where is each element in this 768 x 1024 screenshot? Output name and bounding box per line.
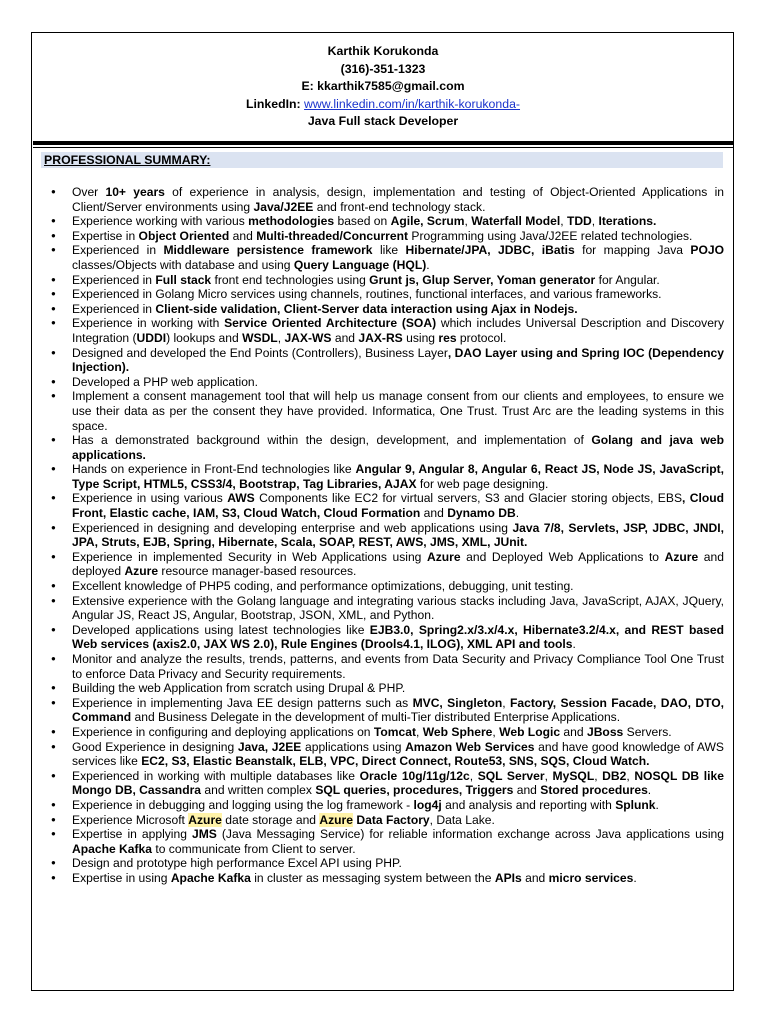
bullet-text: Designed and developed the End Points (Controllers), Business Layer	[72, 345, 448, 360]
summary-bullet	[40, 521, 724, 550]
summary-bullet	[40, 433, 724, 462]
bullet-bold-text: Object Oriented	[138, 228, 230, 243]
bullet-text: .	[633, 870, 637, 885]
bullet-text: Servers.	[623, 724, 672, 739]
bullet-text: front end technologies using	[211, 272, 370, 287]
summary-bullet	[40, 798, 724, 813]
bullet-text: to communicate from Client to server.	[152, 841, 356, 856]
bullet-text: which includes Universal Description and Discovery Integration (	[72, 316, 724, 345]
bullet-bold-text: Data Factory	[356, 812, 430, 827]
bullet-bold-text: AWS	[227, 491, 255, 506]
bullet-text: Developed applications using latest technologies like	[72, 622, 370, 637]
bullet-text: ,	[464, 214, 472, 229]
bullet-text: Over	[72, 185, 106, 199]
bullet-text: and	[420, 506, 448, 521]
candidate-name: Karthik Korukonda	[327, 44, 439, 58]
job-title: Java Full stack Developer	[307, 114, 459, 129]
summary-bullet	[40, 462, 724, 491]
bullet-bold-text: Full stack	[155, 272, 212, 287]
bullet-bold-text: Apache Kafka	[72, 841, 152, 856]
bullet-text: (Java Messaging Service) for reliable information exchange across Java applications using	[216, 827, 724, 842]
bullet-text: Excellent knowledge of PHP5 coding, and performance optimizations, debugging, unit testing.	[72, 579, 574, 594]
bullet-bold-text: WSDL	[242, 330, 278, 345]
summary-bullet	[40, 725, 724, 740]
summary-bullet	[40, 389, 724, 433]
bullet-bold-text: log4j	[413, 797, 442, 812]
bullet-text: and front-end technology stack.	[313, 199, 486, 214]
summary-bullet	[40, 491, 724, 520]
bullet-text: and	[229, 228, 257, 243]
bullet-text: applications using	[301, 739, 406, 754]
summary-bullet	[40, 652, 724, 681]
bullet-text: ,	[560, 214, 567, 229]
bullet-text: ,	[502, 695, 511, 710]
summary-bullet	[40, 316, 724, 345]
bullet-text: Experience in implemented Security in Web Applications using	[72, 549, 427, 564]
bullet-bold-text: Splunk	[615, 797, 656, 812]
bullet-text: .	[572, 637, 576, 652]
bullet-text: Good Experience in designing	[72, 739, 238, 754]
bullet-bold-text: JMS	[191, 827, 217, 842]
bullet-text: protocol.	[456, 330, 507, 345]
bullet-text: .	[647, 783, 652, 798]
header-divider-thin	[33, 147, 733, 148]
bullet-bold-text: micro services	[548, 870, 634, 885]
bullet-text: and Deployed Web Applications to	[460, 549, 665, 564]
bullet-text: classes/Objects with database and using	[72, 257, 294, 272]
bullet-text: Experienced in	[72, 272, 156, 287]
bullet-text: Experienced in	[72, 243, 164, 258]
summary-bullet	[40, 769, 724, 798]
bullet-text: Expertise in applying	[72, 827, 192, 842]
bullet-bold-text: JBoss	[586, 724, 624, 739]
bullet-text: in cluster as messaging system between the	[250, 870, 495, 885]
bullet-text: Expertise in	[72, 228, 139, 243]
linkedin-line	[33, 96, 733, 114]
bullet-bold-text: Web Logic	[499, 724, 561, 739]
bullet-text: using	[402, 330, 439, 345]
bullet-bold-text: Agile, Scrum	[390, 214, 465, 229]
bullet-bold-text: Java, J2EE	[237, 739, 302, 754]
bullet-bold-text: Java/J2EE	[253, 199, 314, 214]
bullet-text: .	[515, 506, 520, 521]
summary-bullet	[40, 681, 724, 696]
bullet-bold-text: APIs	[494, 870, 522, 885]
section-heading-professional-summary: PROFESSIONAL SUMMARY:	[41, 152, 723, 168]
bullet-bold-text: MySQL	[552, 768, 595, 783]
bullet-text: Experience in configuring and deploying applications on	[72, 724, 374, 739]
bullet-text: and deployed	[72, 549, 724, 579]
bullet-bold-text: JAX-WS	[284, 330, 332, 345]
bullet-bold-text: Multi-threaded/Concurrent	[256, 228, 409, 243]
bullet-bold-text: Hibernate/JPA, JDBC, iBatis	[405, 243, 575, 258]
bullet-bold-text: EJB3.0, Spring2.x/3.x/4.x, Hibernate3.2/4.x, and REST based Web services (axis2.0, JAX WS 2.0), Rule Engines (Drools4.1, ILOG), XML API and tools	[72, 622, 724, 652]
summary-bullet	[40, 623, 724, 652]
bullet-text: ,	[277, 330, 285, 345]
summary-bullet	[40, 696, 724, 725]
phone-number: (316)-351-1323	[340, 61, 426, 76]
bullet-text: Developed a PHP web application.	[72, 374, 259, 389]
bullet-text: Monitor and analyze the results, trends, patterns, and events from Data Security and Privacy Compliance Tool One Trust to enforce Data Privacy and Security requirements.	[72, 652, 724, 681]
bullet-text: for Angular.	[595, 272, 660, 287]
bullet-bold-text: Azure	[124, 564, 159, 579]
bullet-text: Experience in debugging and logging using the log framework -	[72, 797, 414, 812]
email-line: E: kkarthik7585@gmail.com	[301, 79, 465, 94]
bullet-text: Experience in working with	[72, 316, 225, 331]
bullet-bold-text: Amazon Web Services	[405, 739, 535, 754]
bullet-bold-text: Angular 9, Angular 8, Angular 6, React JS, Node JS, JavaScript, Type Script, HTML5, CSS3/4, Bootstrap, Tag Libraries, AJAX	[72, 462, 724, 491]
bullet-bold-text: Grunt js, Glup Server, Yoman generator	[369, 272, 596, 287]
summary-bullet	[40, 827, 724, 856]
bullet-bold-text: res	[438, 330, 457, 345]
bullet-bold-text: 10+ years	[105, 185, 165, 199]
bullet-text: Design and prototype high performance Excel API using PHP.	[72, 856, 402, 871]
bullet-text: and analysis and reporting with	[441, 797, 616, 812]
bullet-text: and written complex	[201, 783, 316, 798]
bullet-bold-text: Iterations.	[598, 214, 657, 229]
bullet-bold-text: Factory, Session Facade, DAO, DTO, Command	[72, 695, 724, 725]
bullet-bold-text: Java 7/8, Servlets, JSP, JDBC, JNDI, JPA, Struts, EJB, Spring, Hibernate, Scala, SOAP, REST, AWS, JMS, XML, JUnit.	[72, 520, 724, 550]
bullet-text: Experienced in designing and developing enterprise and web applications using	[72, 520, 513, 535]
bullet-bold-text: SQL Server	[477, 768, 545, 783]
summary-bullet	[40, 594, 724, 623]
bullet-text: Experienced in working with multiple databases like	[72, 768, 360, 783]
summary-bullet	[40, 302, 724, 317]
bullet-text: ,	[469, 768, 478, 783]
summary-bullet	[40, 185, 724, 214]
bullet-text: Expertise in using	[72, 870, 171, 885]
bullet-text: Building the web Application from scratch using Drupal & PHP.	[72, 681, 406, 696]
bullet-text: ,	[416, 724, 423, 739]
bullet-text: resource manager-based resources.	[158, 564, 357, 579]
bullet-text: Experience in using various	[72, 491, 228, 506]
bullet-text: based on	[334, 214, 391, 229]
bullet-text: ,	[626, 768, 635, 783]
bullet-bold-text: UDDI	[136, 330, 167, 345]
bullet-text: ,	[492, 724, 500, 739]
bullet-bold-text: , Cloud Front, Elastic cache, IAM, S3, Cloud Watch, Cloud Formation	[72, 491, 724, 521]
bullet-bold-text: Azure	[319, 812, 353, 827]
summary-bullet	[40, 346, 724, 375]
bullet-text: Experienced in Golang Micro services using channels, routines, functional interfaces, and various frameworks.	[72, 287, 662, 302]
bullet-text: of experience in analysis, design, implementation and testing of Object-Oriented Applications in Client/Server environments using	[72, 185, 724, 214]
summary-bullet	[40, 273, 724, 288]
bullet-bold-text: EC2, S3, Elastic Beanstalk, ELB, VPC, Direct Connect, Route53, SNS, SQS, Cloud Watch.	[141, 754, 650, 769]
bullet-text: ,	[591, 214, 599, 229]
resume-header	[33, 43, 733, 131]
bullet-text: Hands on experience in Front-End technologies like	[72, 462, 356, 477]
summary-bullet	[40, 243, 724, 272]
summary-bullet	[40, 871, 724, 886]
bullet-bold-text: Client-side validation, Client-Server data interaction using Ajax in Nodejs.	[155, 301, 578, 316]
bullet-text: and	[331, 330, 359, 345]
bullet-bold-text: MVC, Singleton	[412, 695, 503, 710]
bullet-text: ,	[544, 768, 553, 783]
bullet-text: , Data Lake.	[429, 812, 495, 827]
bullet-bold-text: TDD	[566, 214, 592, 229]
bullet-text: and	[521, 870, 549, 885]
header-divider-thick	[33, 141, 733, 145]
bullet-text: date storage and	[221, 812, 320, 827]
summary-bullet	[40, 214, 724, 229]
bullet-bold-text: Service Oriented Architecture (SOA)	[224, 316, 437, 331]
bullet-bold-text: Stored procedures	[540, 783, 648, 798]
bullet-bold-text: JAX-RS	[358, 330, 403, 345]
bullet-bold-text: methodologies	[248, 214, 335, 229]
bullet-bold-text: POJO	[690, 243, 724, 258]
bullet-bold-text: Waterfall Model	[471, 214, 561, 229]
bullet-text: .	[426, 257, 430, 272]
bullet-text: and have good knowledge of AWS services like	[72, 739, 724, 769]
bullet-text: Implement a consent management tool that will help us manage consent from our clients and employees, to ensure we use their data as per the consent they have provided. Informatica, One Trust. Trust Arc are the leading systems in this space.	[72, 389, 724, 433]
bullet-text: Experience Microsoft	[72, 812, 189, 827]
summary-bullet	[40, 550, 724, 579]
bullet-text: like	[372, 243, 406, 258]
bullet-bold-text: SQL queries, procedures, Triggers	[315, 783, 514, 798]
bullet-text: Has a demonstrated background within the design, development, and implementation of	[72, 433, 592, 448]
bullet-bold-text: DB2	[602, 768, 627, 783]
bullet-bold-text: Golang and java web applications.	[72, 433, 724, 462]
bullet-text: ) lookups and	[166, 330, 243, 345]
bullet-bold-text: Apache Kafka	[170, 870, 251, 885]
bullet-text: for mapping Java	[574, 243, 691, 258]
summary-bullet	[40, 813, 724, 828]
bullet-bold-text: Query Language (HQL)	[293, 257, 427, 272]
bullet-text: and	[560, 724, 587, 739]
summary-bullet	[40, 856, 724, 871]
bullet-text: .	[655, 797, 659, 812]
linkedin-label: LinkedIn:	[245, 96, 301, 111]
summary-bullet	[40, 579, 724, 594]
bullet-bold-text: Dynamo DB	[447, 506, 516, 521]
bullet-text: and Business Delegate in the development of multi-Tier distributed Enterprise Applications.	[131, 710, 621, 725]
bullet-text: ,	[594, 768, 603, 783]
bullet-text: Experienced in	[72, 301, 156, 316]
bullet-text: for web page designing.	[416, 476, 549, 491]
bullet-bold-text: Tomcat	[373, 724, 416, 739]
summary-list	[40, 185, 724, 886]
bullet-bold-text: Middleware persistence framework	[163, 243, 373, 258]
summary-bullet	[40, 375, 724, 390]
bullet-bold-text: Azure	[664, 549, 699, 564]
bullet-text: Extensive experience with the Golang language and integrating various stacks including Java, JavaScript, AJAX, JQuery, Angular JS, React JS, Angular, Bootstrap, JSON, XML, and Python.	[72, 593, 724, 623]
bullet-bold-text: Oracle 10g/11g/12c	[359, 768, 470, 783]
bullet-text: Programming using Java/J2EE related technologies.	[408, 228, 693, 243]
bullet-bold-text: , DAO Layer using and Spring IOC (Dependency Injection).	[72, 345, 725, 375]
bullet-text: and	[513, 783, 541, 798]
bullet-bold-text: Azure	[426, 549, 461, 564]
summary-bullet	[40, 229, 724, 244]
bullet-text: Components like EC2 for virtual servers, S3 and Glacier storing objects, EBS	[254, 491, 683, 506]
bullet-text: Experience working with various	[72, 214, 249, 229]
summary-bullet	[40, 740, 724, 769]
bullet-bold-text: NOSQL DB like Mongo DB, Cassandra	[72, 768, 724, 798]
bullet-bold-text: Azure	[188, 812, 222, 827]
linkedin-link[interactable]: www.linkedin.com/in/karthik-korukonda-	[304, 96, 521, 111]
bullet-bold-text: Web Sphere	[422, 724, 493, 739]
bullet-text: Experience in implementing Java EE design patterns such as	[72, 695, 413, 710]
summary-bullet	[40, 287, 724, 302]
